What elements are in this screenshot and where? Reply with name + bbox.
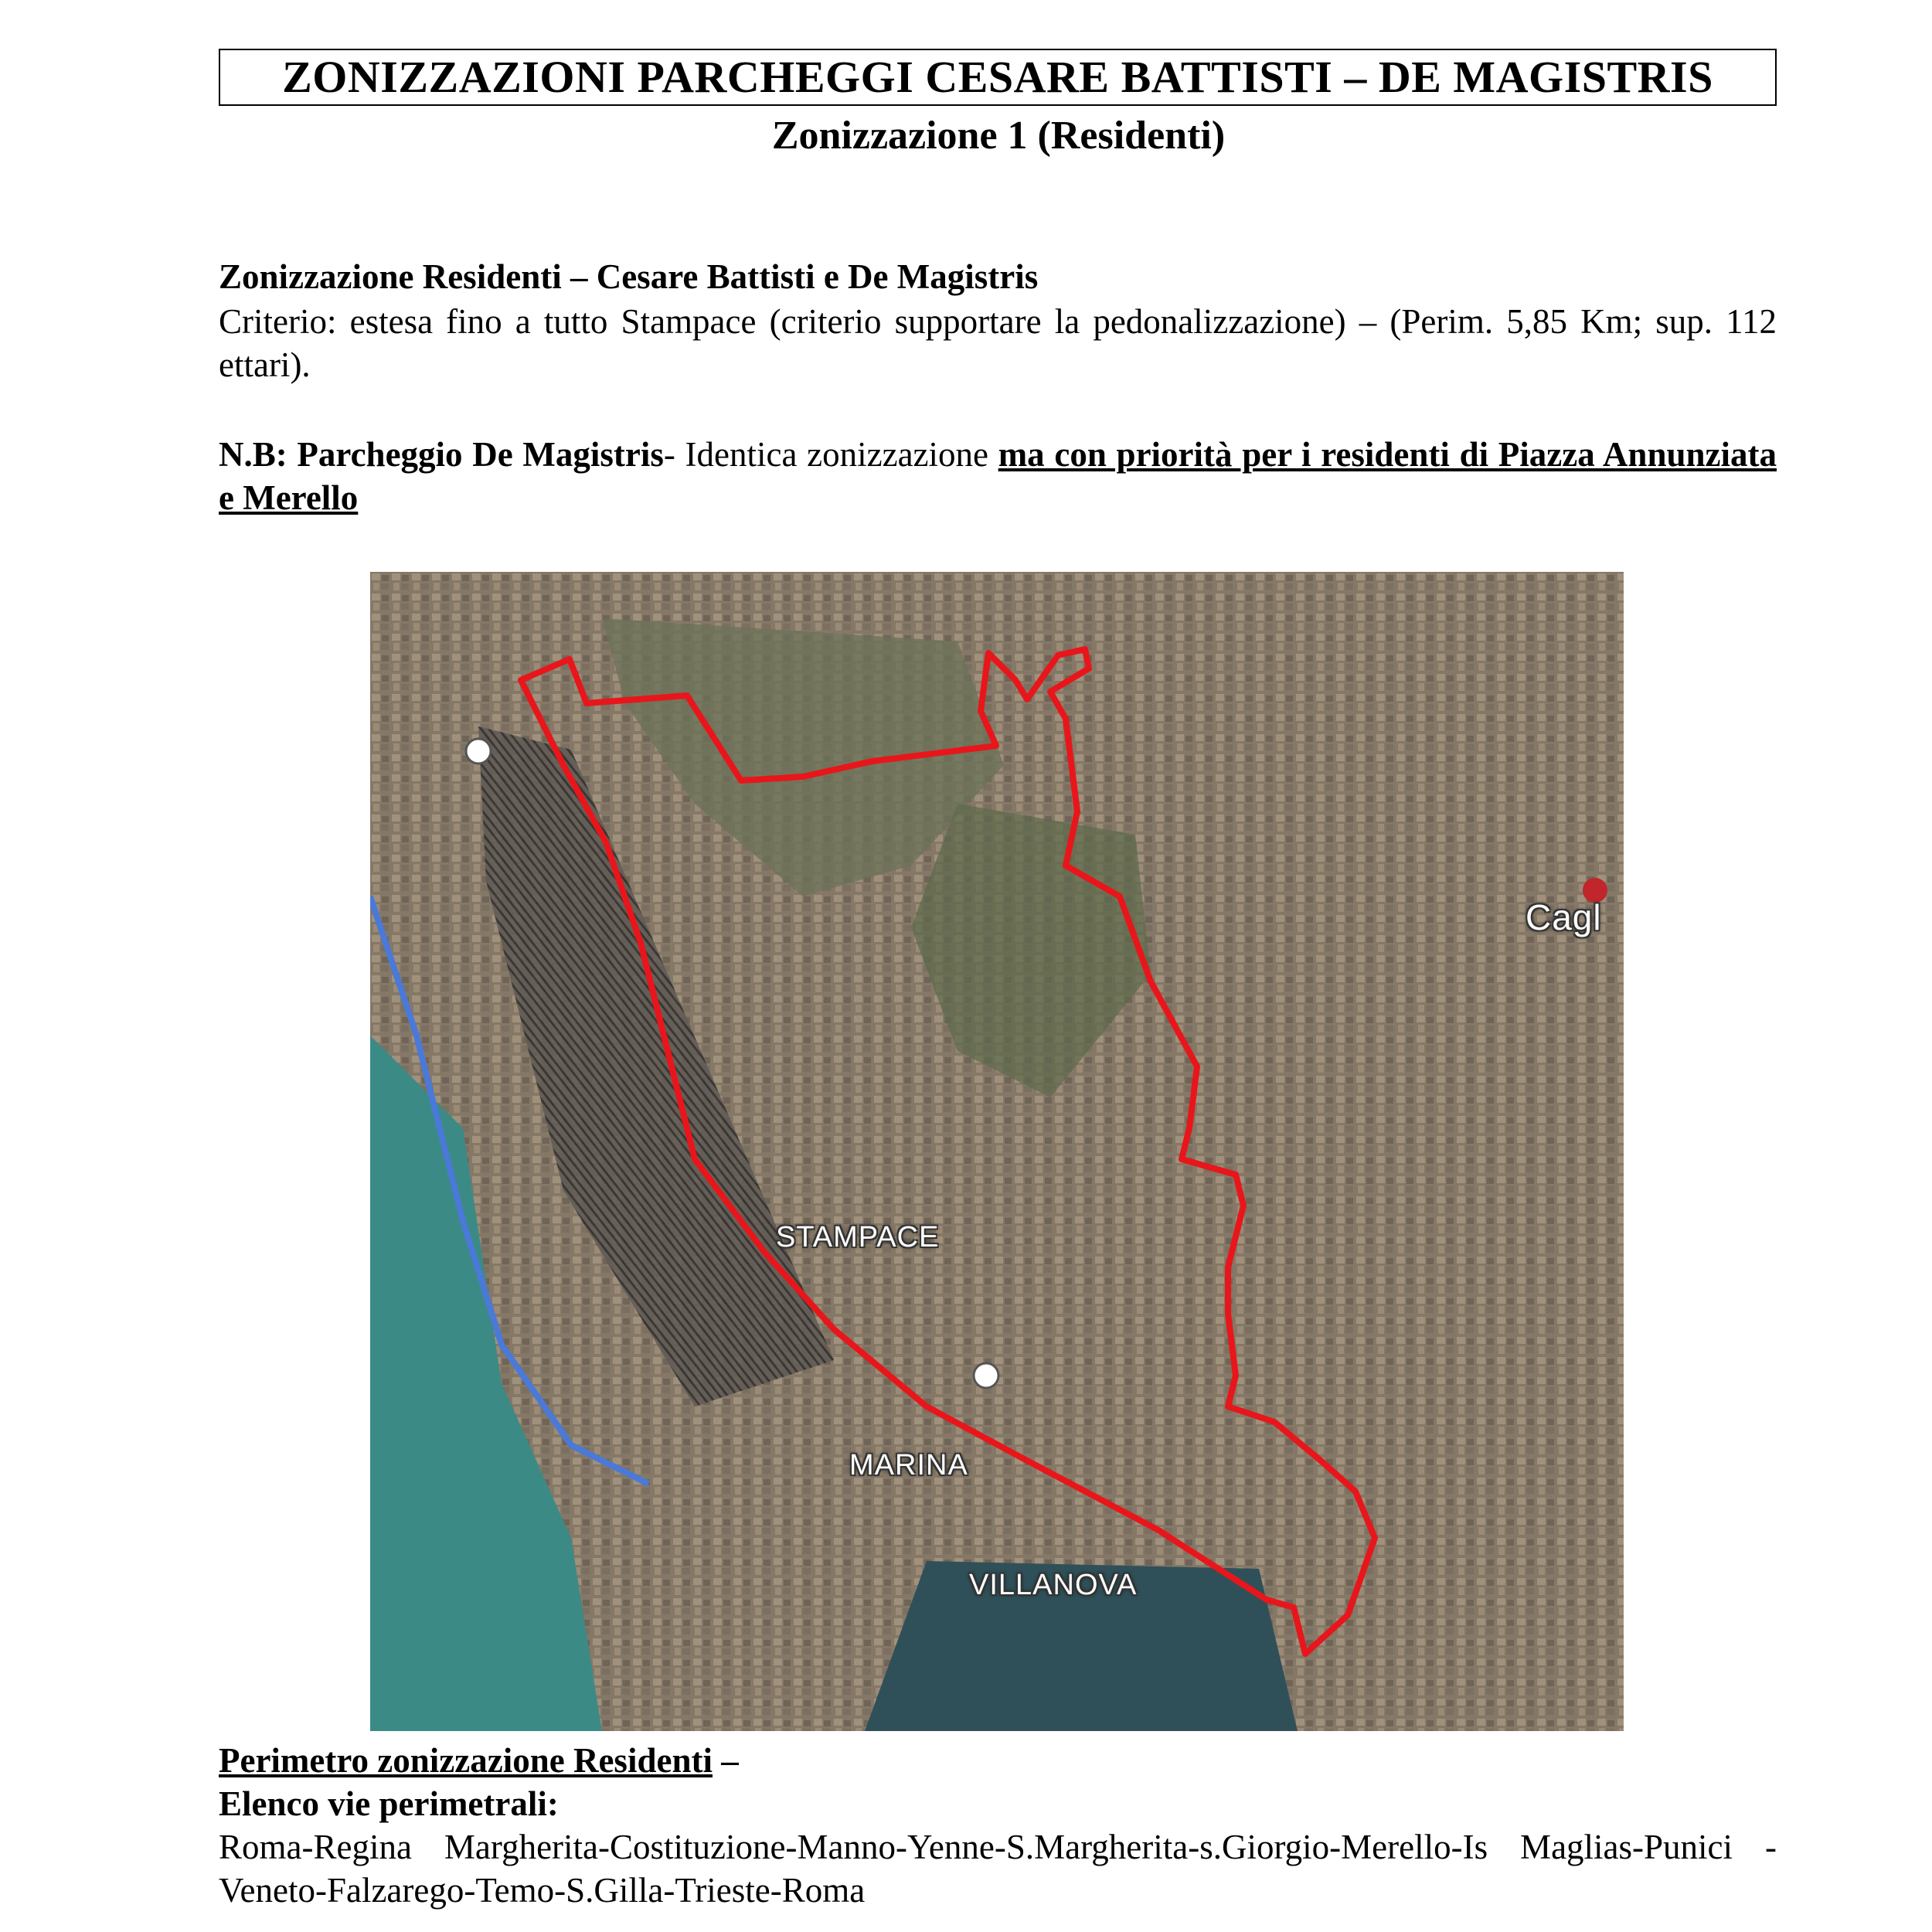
label-villanova: VILLANOVA xyxy=(969,1569,1138,1601)
station-marker-icon-2 xyxy=(974,1363,998,1388)
label-city: Cagl xyxy=(1526,897,1602,937)
note-text: - Identica zonizzazione xyxy=(663,435,998,474)
perimeter-heading-text: Perimetro zonizzazione Residenti xyxy=(219,1741,713,1780)
note-label: N.B: Parcheggio De Magistris xyxy=(219,435,664,474)
title-box xyxy=(219,49,1777,106)
section-heading: Zonizzazione Residenti – Cesare Battisti e De Magistris xyxy=(219,257,1039,296)
perimeter-heading xyxy=(219,1739,1777,1782)
criteria-text: Criterio: estesa fino a tutto Stampace (criterio supportare la pedonalizzazione) – (Perim. 5,85 Km; sup. 112 ettari). xyxy=(219,302,1777,384)
note-paragraph xyxy=(219,433,1777,519)
station-marker-icon xyxy=(466,739,491,764)
streets-heading: Elenco vie perimetrali: xyxy=(219,1784,559,1823)
page-title: ZONIZZAZIONI PARCHEGGI CESARE BATTISTI – DE MAGISTRIS xyxy=(282,52,1713,102)
map-image xyxy=(370,572,1624,1731)
perimeter-dash: – xyxy=(712,1741,739,1780)
label-marina: MARINA xyxy=(849,1449,968,1481)
label-stampace: STAMPACE xyxy=(776,1221,940,1253)
page-subtitle: Zonizzazione 1 (Residenti) xyxy=(771,114,1226,158)
aerial-map xyxy=(370,572,1624,1731)
streets-list: Roma-Regina Margherita-Costituzione-Manno-Yenne-S.Margherita-s.Giorgio-Merello-Is Maglias-Punici -Veneto-Falzarego-Temo-S.Gilla-Trieste-Roma xyxy=(219,1828,1777,1910)
note-emphasis: ma con priorità per i residenti di Piazza Annunziata e Merello xyxy=(219,435,1777,517)
